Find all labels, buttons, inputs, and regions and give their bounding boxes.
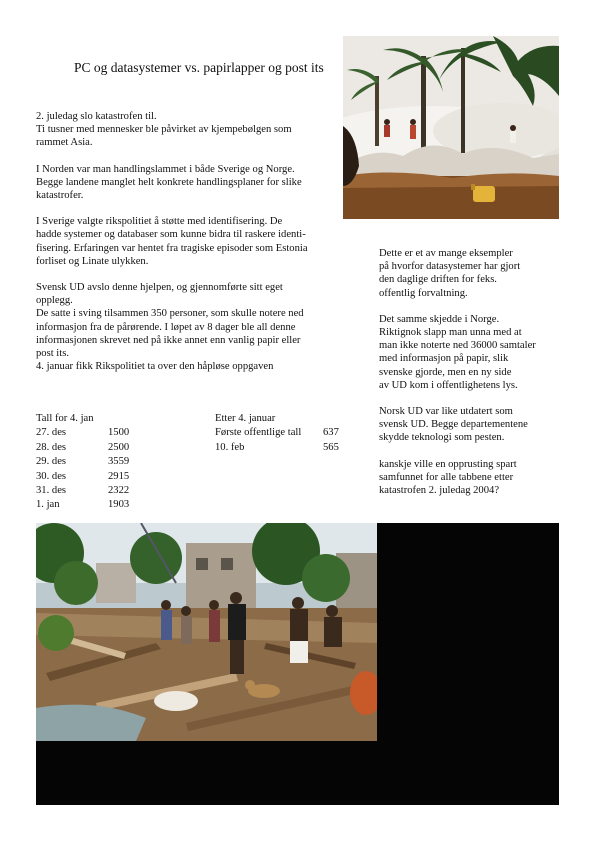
paragraph: Det samme skjedde i Norge. Riktignok slapp man unna med at man ikke noterte ned 36000 samtaler med informasjon på papir, slik svenske gjorde, men en ny side av UD kom i offentlighetens lys. xyxy=(379,313,536,391)
article-body-right xyxy=(379,247,559,497)
table-row: 28. des 2500 xyxy=(36,441,130,453)
table-row: Første offentlige tall 637 xyxy=(215,427,339,439)
paragraph: kanskje ville en opprusting spart samfunnet for alle tabbene etter katastrofen 2. juledag 2004? xyxy=(379,458,517,497)
page-title: PC og datasystemer vs. papirlapper og post its xyxy=(74,60,324,75)
table-row: 30. des 2915 xyxy=(36,470,130,482)
article-body-left xyxy=(36,110,356,373)
table-row: 1. jan 1903 xyxy=(36,499,130,511)
paragraph: Dette er et av mange eksempler på hvorfor datasystemer har gjort den daglige driften for feks. offentlig forvaltning. xyxy=(379,248,521,299)
table-header: Etter 4. januar xyxy=(215,413,276,424)
table-row: 29. des 3559 xyxy=(36,456,130,468)
debris-photo xyxy=(36,523,377,741)
table-header: Tall for 4. jan xyxy=(36,413,94,424)
table-row: 31. des 2322 xyxy=(36,485,130,497)
table-row: 27. des 1500 xyxy=(36,427,130,439)
paragraph: 2. juledag slo katastrofen til. Ti tusner med mennesker ble påvirket av kjempebølgen som rammet Asia. xyxy=(36,111,292,149)
stats-table-before xyxy=(36,412,129,513)
paragraph: Svensk UD avslo denne hjelpen, og gjennomførte sitt eget opplegg. De satte i sving tilsammen 350 personer, som skulle notere ned informasjon fra de pårørende. I løpet av 8 dager ble all denne informasjonen skrevet ned på ikke annet enn vanlig papir eller post its. 4. januar fikk Rikspolitiet ta over den håpløse oppgaven xyxy=(36,282,304,373)
tsunami-wave-photo xyxy=(343,36,559,219)
paragraph: I Sverige valgte rikspolitiet å støtte med identifisering. De hadde systemer og databaser som kunne bidra til raskere identi- fisering. Erfaringen var hentet fra tragiske episoder som Estonia forliset og Linate ulykken. xyxy=(36,216,308,267)
stats-table-after xyxy=(215,412,339,455)
paragraph: I Norden var man handlingslammet i både Sverige og Norge. Begge landene manglet helt konkrete handlingsplaner for slike katastrofer. xyxy=(36,163,302,202)
paragraph: Norsk UD var like utdatert som svensk UD. Begge departementene skydde teknologi som pesten. xyxy=(379,406,528,444)
table-row: 10. feb 565 xyxy=(215,441,339,453)
